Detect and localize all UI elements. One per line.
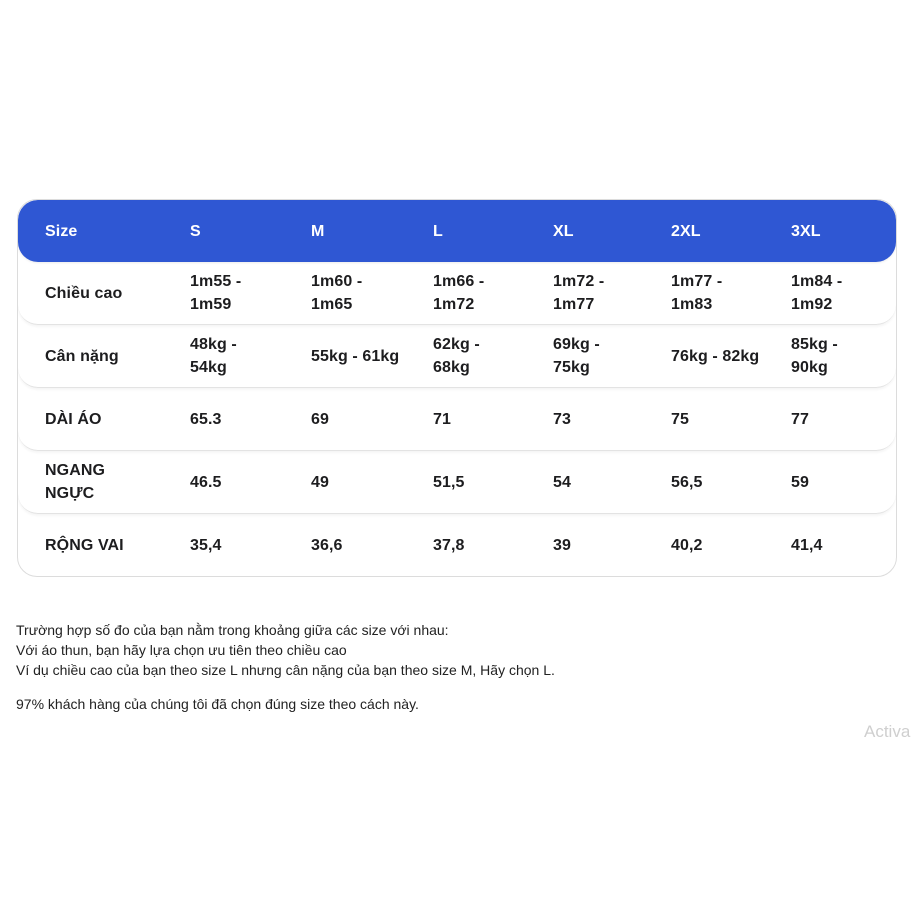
row-label: Chiều cao (45, 284, 123, 302)
table-cell: 1m72 - 1m77 (553, 273, 605, 313)
table-cell: 49 (311, 473, 329, 491)
table-cell: 48kg - 54kg (190, 336, 237, 376)
table-header-row (18, 200, 896, 262)
row-label: RỘNG VAI (45, 537, 124, 554)
table-cell: 1m60 - 1m65 (311, 273, 363, 313)
table-cell: 55kg - 61kg (311, 347, 400, 365)
table-cell: 71 (433, 410, 451, 428)
table-cell: 51,5 (433, 473, 465, 491)
table-cell: 62kg - 68kg (433, 336, 480, 376)
table-cell: 41,4 (791, 537, 823, 554)
table-cell: 39 (553, 537, 571, 554)
table-cell: 54 (553, 473, 571, 491)
table-cell: 69kg - 75kg (553, 336, 600, 376)
activation-watermark: Activa (864, 722, 911, 741)
note-line: Ví dụ chiều cao của bạn theo size L nhưng cân nặng của bạn theo size M, Hãy chọn L. (16, 662, 555, 678)
table-cell: 46.5 (190, 473, 222, 491)
table-cell: 56,5 (671, 473, 703, 491)
table-cell: 77 (791, 410, 809, 428)
row-label: NGANG NGỰC (45, 462, 106, 502)
header-cell-m: M (311, 222, 325, 240)
note-line: Trường hợp số đo của bạn nằm trong khoảng giữa các size với nhau: (16, 622, 449, 638)
note-line: Với áo thun, bạn hãy lựa chọn ưu tiên theo chiều cao (16, 642, 347, 658)
table-row-weight (18, 325, 896, 388)
table-cell: 76kg - 82kg (671, 347, 760, 365)
table-cell: 1m84 - 1m92 (791, 273, 843, 313)
table-cell: 59 (791, 473, 809, 491)
table-cell: 35,4 (190, 537, 222, 554)
table-cell: 73 (553, 410, 571, 428)
header-cell-2xl: 2XL (671, 222, 701, 240)
table-cell: 65.3 (190, 410, 222, 428)
table-row-length (18, 388, 896, 451)
note-line: 97% khách hàng của chúng tôi đã chọn đúng size theo cách này. (16, 696, 419, 712)
size-advice-notes (16, 620, 896, 714)
table-cell: 1m77 - 1m83 (671, 273, 723, 313)
table-row-height (18, 262, 896, 325)
table-cell: 69 (311, 410, 329, 428)
table-cell: 1m66 - 1m72 (433, 273, 485, 313)
header-cell-s: S (190, 222, 201, 240)
table-cell: 40,2 (671, 537, 703, 554)
row-label: Cân nặng (45, 347, 119, 365)
table-cell: 85kg - 90kg (791, 336, 838, 376)
table-row-chest (18, 451, 896, 514)
table-cell: 36,6 (311, 537, 343, 554)
header-cell-size: Size (45, 222, 78, 240)
header-cell-l: L (433, 222, 443, 240)
header-cell-3xl: 3XL (791, 222, 821, 240)
size-chart-table (17, 199, 897, 577)
table-row-shoulder (18, 514, 896, 577)
table-cell: 1m55 - 1m59 (190, 273, 242, 313)
table-cell: 37,8 (433, 537, 465, 554)
row-label: DÀI ÁO (45, 410, 102, 428)
header-cell-xl: XL (553, 222, 574, 240)
table-cell: 75 (671, 410, 689, 428)
